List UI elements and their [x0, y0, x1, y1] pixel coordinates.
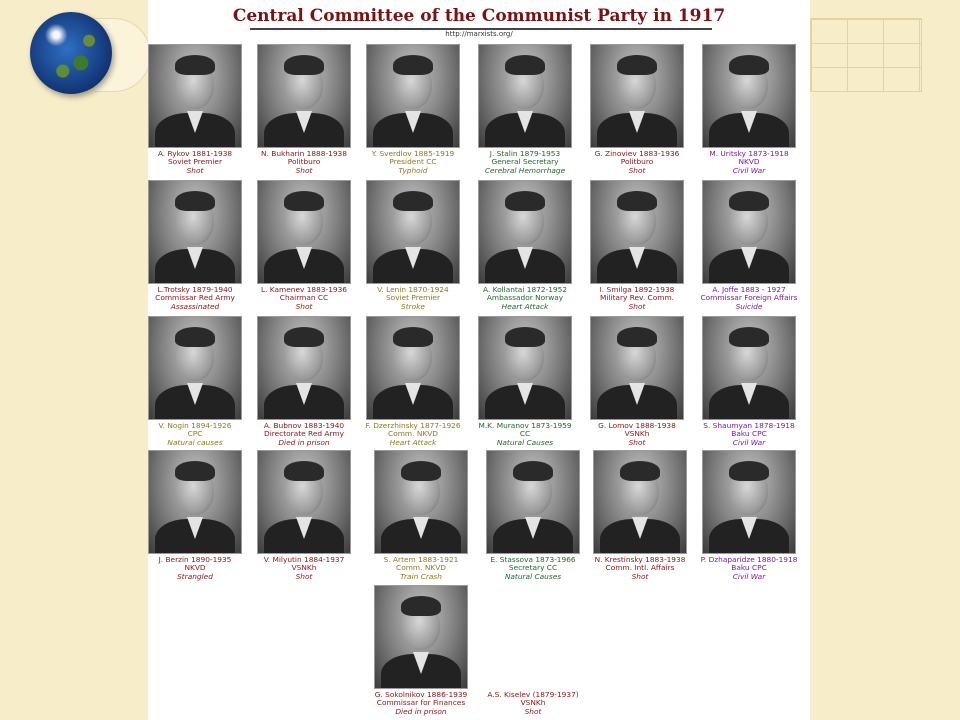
member-fate: Natural Causes [504, 571, 562, 581]
member-tile-rykov [140, 44, 250, 175]
member-tile-sverdlov [358, 44, 468, 175]
member-role: Politburo [287, 157, 321, 167]
member-tile-trotsky [140, 180, 250, 311]
member-fate: Cerebral Hemorrhage [484, 165, 566, 175]
member-fate: Natural causes [167, 437, 223, 447]
member-fate: Shot [186, 165, 204, 175]
member-tile-lenin [358, 180, 468, 311]
portrait-photo [478, 180, 572, 284]
member-tile-shaumyan [694, 316, 804, 447]
member-tile-krestinsky [585, 450, 695, 581]
member-fate: Civil War [732, 571, 766, 581]
member-role: Comm. NKVD [396, 563, 446, 573]
member-name: N. Krestinsky 1883-1938 [594, 555, 686, 564]
portrait-photo [702, 180, 796, 284]
portrait-photo [257, 44, 351, 148]
member-fate: Assassinated [170, 301, 220, 311]
member-fate: Typhoid [398, 165, 428, 175]
member-fate: Stroke [401, 301, 425, 311]
member-role: Military Rev. Comm. [599, 293, 674, 303]
portrait-photo [366, 44, 460, 148]
member-role: Chairman CC [279, 293, 329, 303]
member-tile-bubnov [249, 316, 359, 447]
member-role: Soviet Premier [385, 293, 441, 303]
member-role: VSNKh [624, 429, 650, 439]
member-name: G. Zinoviev 1883-1936 [594, 149, 680, 158]
member-tile-muranov [470, 316, 580, 447]
member-role: Baku CPC [731, 429, 767, 439]
member-name: A. Kollantai 1872-1952 [482, 285, 568, 294]
member-name: N. Bukharin 1888-1938 [261, 149, 347, 158]
member-fate: Shot [628, 437, 646, 447]
member-name: S. Artem 1883-1921 [383, 555, 459, 564]
member-tile-berzin [140, 450, 250, 581]
member-tile-sokolnikov [366, 585, 476, 716]
member-fate: Strangled [177, 571, 213, 581]
member-role: Commissar Foreign Affairs [700, 293, 798, 303]
portrait-photo [702, 316, 796, 420]
member-name: P. Dzhaparidze 1880-1918 [700, 555, 798, 564]
member-tile-kamenev [249, 180, 359, 311]
portrait-photo [148, 450, 242, 554]
member-name: A. Bubnov 1883-1940 [263, 421, 345, 430]
portrait-photo [257, 316, 351, 420]
member-role: VSNKh [520, 698, 546, 708]
grid-decoration [810, 18, 922, 92]
member-tile-dzhaparidze [694, 450, 804, 581]
member-fate: Shot [628, 301, 646, 311]
empty-photo-slot [478, 585, 588, 689]
member-name: Y. Sverdlov 1885-1919 [371, 149, 455, 158]
portrait-photo [478, 44, 572, 148]
member-fate: Shot [524, 706, 542, 716]
member-name: V. Nogin 1894-1926 [158, 421, 232, 430]
member-name: G. Lomov 1888-1938 [598, 421, 676, 430]
member-tile-stalin [470, 44, 580, 175]
member-tile-dzerzhinsky [358, 316, 468, 447]
portrait-photo [478, 316, 572, 420]
member-role: NKVD [738, 157, 760, 167]
portrait-photo [590, 44, 684, 148]
member-name: M.K. Muranov 1873-1959 [478, 421, 572, 430]
member-name: A.S. Kiselev (1879-1937) [487, 690, 579, 699]
member-fate: Shot [631, 571, 649, 581]
member-tile-milyutin [249, 450, 359, 581]
member-tile-zinoviev [582, 44, 692, 175]
member-fate: Train Crash [400, 571, 442, 581]
portrait-photo [148, 180, 242, 284]
member-tile-lomov [582, 316, 692, 447]
member-fate: Heart Attack [501, 301, 549, 311]
member-role: NKVD [184, 563, 206, 573]
member-role: Baku CPC [731, 563, 767, 573]
poster-title: Central Committee of the Communist Party in 1917 [232, 6, 726, 26]
poster-image [148, 0, 810, 720]
portrait-photo [702, 450, 796, 554]
portrait-photo [148, 44, 242, 148]
member-name: G. Sokolnikov 1886-1939 [374, 690, 468, 699]
member-role: VSNKh [291, 563, 317, 573]
member-tile-uritsky [694, 44, 804, 175]
member-tile-stassova [478, 450, 588, 581]
portrait-photo [374, 450, 468, 554]
portrait-photo [486, 450, 580, 554]
member-fate: Civil War [732, 437, 766, 447]
member-name: J. Stalin 1879-1953 [489, 149, 561, 158]
member-tile-joffe [694, 180, 804, 311]
member-name: I. Smilga 1892-1938 [599, 285, 675, 294]
member-fate: Shot [295, 571, 313, 581]
member-role: Commissar for Finances [376, 698, 466, 708]
member-role: CPC [187, 429, 203, 439]
portrait-photo [148, 316, 242, 420]
member-role: Directorate Red Army [264, 429, 344, 439]
member-role: Secretary CC [508, 563, 558, 573]
poster-url: http://marxists.org/ [445, 30, 513, 38]
member-name: J. Berzin 1890-1935 [158, 555, 232, 564]
member-role: President CC [389, 157, 437, 167]
member-name: L. Kamenev 1883-1936 [260, 285, 348, 294]
member-role: Commissar Red Army [155, 293, 235, 303]
portrait-photo [590, 316, 684, 420]
member-role: Politburo [620, 157, 654, 167]
portrait-photo [257, 450, 351, 554]
member-name: V. Lenin 1870-1924 [377, 285, 449, 294]
member-role: Comm. NKVD [388, 429, 438, 439]
member-fate: Heart Attack [389, 437, 437, 447]
member-role: CC [519, 429, 531, 439]
member-tile-nogin [140, 316, 250, 447]
member-name: E. Stassova 1873-1966 [490, 555, 576, 564]
member-name: F. Dzerzhinsky 1877-1926 [365, 421, 461, 430]
member-name: L.Trotsky 1879-1940 [157, 285, 233, 294]
portrait-photo [366, 316, 460, 420]
member-tile-artem [366, 450, 476, 581]
member-tile-kollantai [470, 180, 580, 311]
member-role: Comm. Intl. Affairs [605, 563, 675, 573]
portrait-photo [366, 180, 460, 284]
portrait-photo [593, 450, 687, 554]
member-name: M. Uritsky 1873-1918 [709, 149, 789, 158]
member-name: A. Rykov 1881-1938 [157, 149, 233, 158]
member-name: A. Joffe 1883 - 1927 [712, 285, 786, 294]
globe-icon [30, 12, 112, 94]
member-tile-smilga [582, 180, 692, 311]
member-fate: Shot [295, 165, 313, 175]
member-fate: Civil War [732, 165, 766, 175]
member-fate: Suicide [735, 301, 763, 311]
portrait-photo [702, 44, 796, 148]
member-fate: Died in prison [278, 437, 330, 447]
member-fate: Shot [295, 301, 313, 311]
member-fate: Natural Causes [496, 437, 554, 447]
portrait-photo [590, 180, 684, 284]
member-fate: Shot [628, 165, 646, 175]
member-role: General Secretary [491, 157, 559, 167]
member-name: S. Shaumyan 1878-1918 [703, 421, 795, 430]
member-role: Soviet Premier [167, 157, 223, 167]
member-role: Ambassador Norway [486, 293, 564, 303]
portrait-photo [374, 585, 468, 689]
member-tile-bukharin [249, 44, 359, 175]
member-name: V. Milyutin 1884-1937 [263, 555, 345, 564]
portrait-photo [257, 180, 351, 284]
member-tile-kiselev [478, 585, 588, 716]
member-fate: Died in prison [395, 706, 447, 716]
